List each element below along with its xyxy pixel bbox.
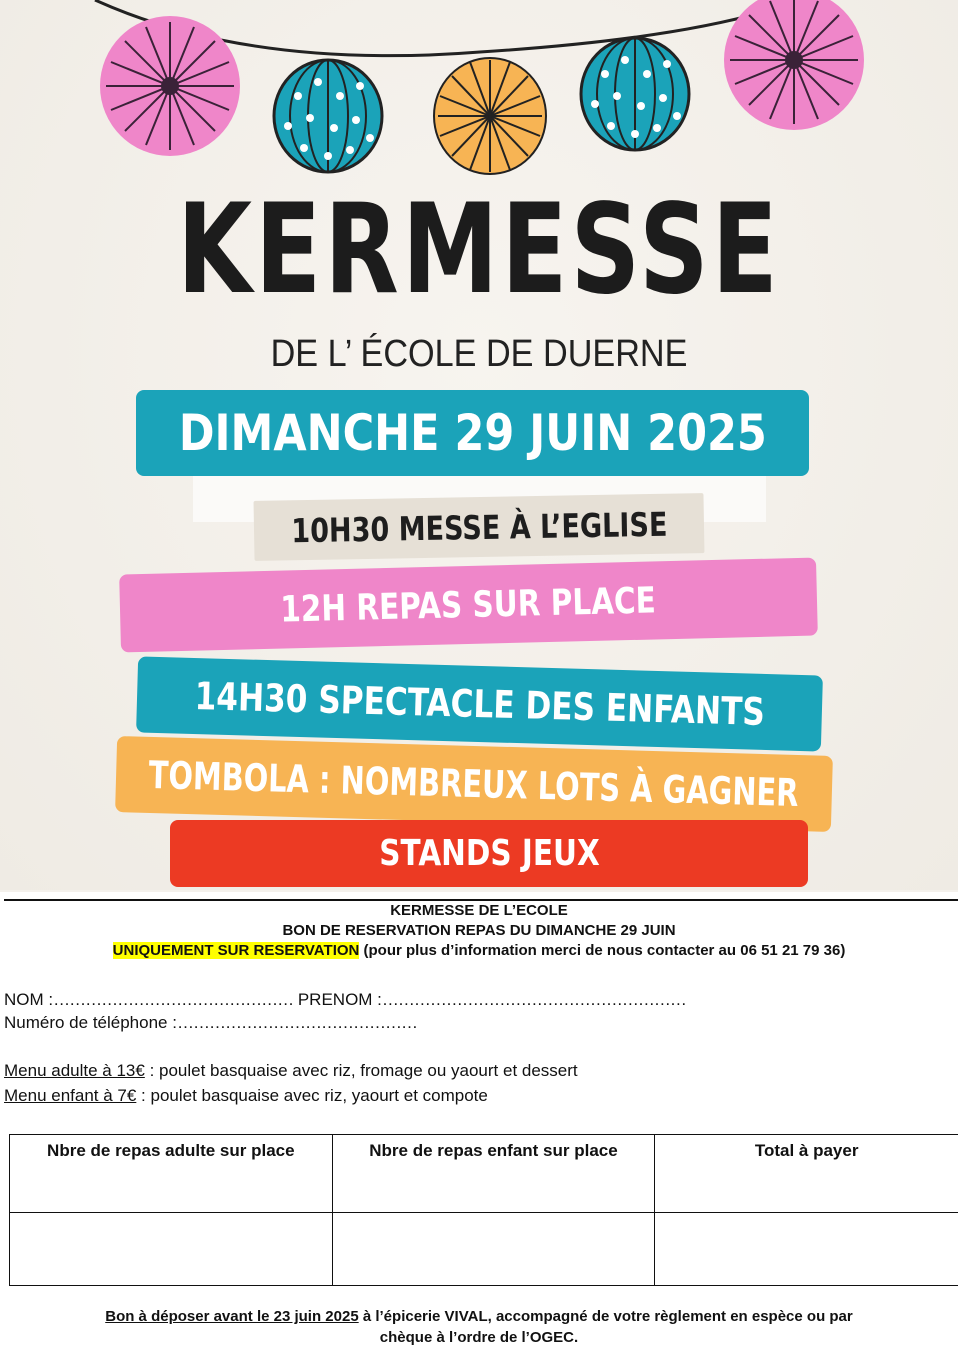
prenom-field[interactable]: ………………………………………………… <box>381 990 686 1009</box>
schedule-messe-banner: 10H30 MESSE À L’EGLISE <box>254 493 705 561</box>
order-table <box>9 1134 958 1286</box>
menu-adult-line <box>4 1061 578 1081</box>
reservation-form <box>0 892 958 1356</box>
orange-paper-lantern-icon <box>434 58 546 174</box>
tombola-banner: TOMBOLA : NOMBREUX LOTS À GAGNER <box>115 736 833 832</box>
deposit-instructions <box>0 1306 958 1348</box>
contact-info: (pour plus d’information merci de nous contacter au 06 51 21 79 36) <box>359 942 846 959</box>
nom-label: NOM : <box>4 990 54 1009</box>
pink-paper-fan-icon <box>100 16 240 156</box>
child-meals-cell[interactable] <box>332 1213 655 1286</box>
form-header-1: KERMESSE DE L’ECOLE <box>390 902 568 919</box>
form-top-rule <box>4 899 958 901</box>
deposit-payment: chèque à l’ordre de l’OGEC. <box>379 1329 579 1346</box>
poster-subtitle: DE L’ ÉCOLE DE DUERNE <box>270 333 688 375</box>
stands-jeux-banner: STANDS JEUX <box>170 820 808 887</box>
pink-paper-fan-icon <box>724 0 864 130</box>
schedule-spectacle-banner: 14H30 SPECTACLE DES ENFANTS <box>136 656 823 751</box>
total-cell[interactable] <box>655 1213 958 1286</box>
child-meals-header: Nbre de repas enfant sur place <box>332 1135 655 1213</box>
reservation-only-highlight: UNIQUEMENT SUR RESERVATION <box>112 942 360 959</box>
form-info-line <box>0 942 958 959</box>
phone-line <box>4 1013 417 1033</box>
date-banner: DIMANCHE 29 JUIN 2025 <box>136 390 809 476</box>
garland-decoration <box>0 0 958 190</box>
menu-child-line <box>4 1086 488 1106</box>
teal-paper-lantern-icon <box>274 60 382 172</box>
prenom-label: PRENOM : <box>293 990 382 1009</box>
deposit-deadline: Bon à déposer avant le 23 juin 2025 <box>105 1308 359 1325</box>
name-line <box>4 990 686 1010</box>
schedule-repas-banner: 12H REPAS SUR PLACE <box>119 557 818 652</box>
adult-meals-header: Nbre de repas adulte sur place <box>10 1135 333 1213</box>
total-header: Total à payer <box>655 1135 958 1213</box>
nom-field[interactable]: ……………………………………… <box>53 990 294 1009</box>
form-header-2: BON DE RESERVATION REPAS DU DIMANCHE 29 JUIN <box>282 922 676 939</box>
teal-paper-lantern-icon <box>581 38 689 150</box>
menu-child-label: Menu enfant à 7€ <box>4 1086 137 1105</box>
menu-adult-desc: : poulet basquaise avec riz, fromage ou yaourt et dessert <box>144 1061 578 1080</box>
deposit-place: à l’épicerie VIVAL, accompagné de votre règlement en espèce ou par <box>358 1308 853 1325</box>
adult-meals-cell[interactable] <box>10 1213 333 1286</box>
menu-adult-label: Menu adulte à 13€ <box>4 1061 145 1080</box>
phone-label: Numéro de téléphone : <box>4 1013 177 1032</box>
poster-title: KERMESSE <box>177 178 781 322</box>
phone-field[interactable]: ……………………………………… <box>176 1013 417 1032</box>
menu-child-desc: : poulet basquaise avec riz, yaourt et compote <box>136 1086 488 1105</box>
